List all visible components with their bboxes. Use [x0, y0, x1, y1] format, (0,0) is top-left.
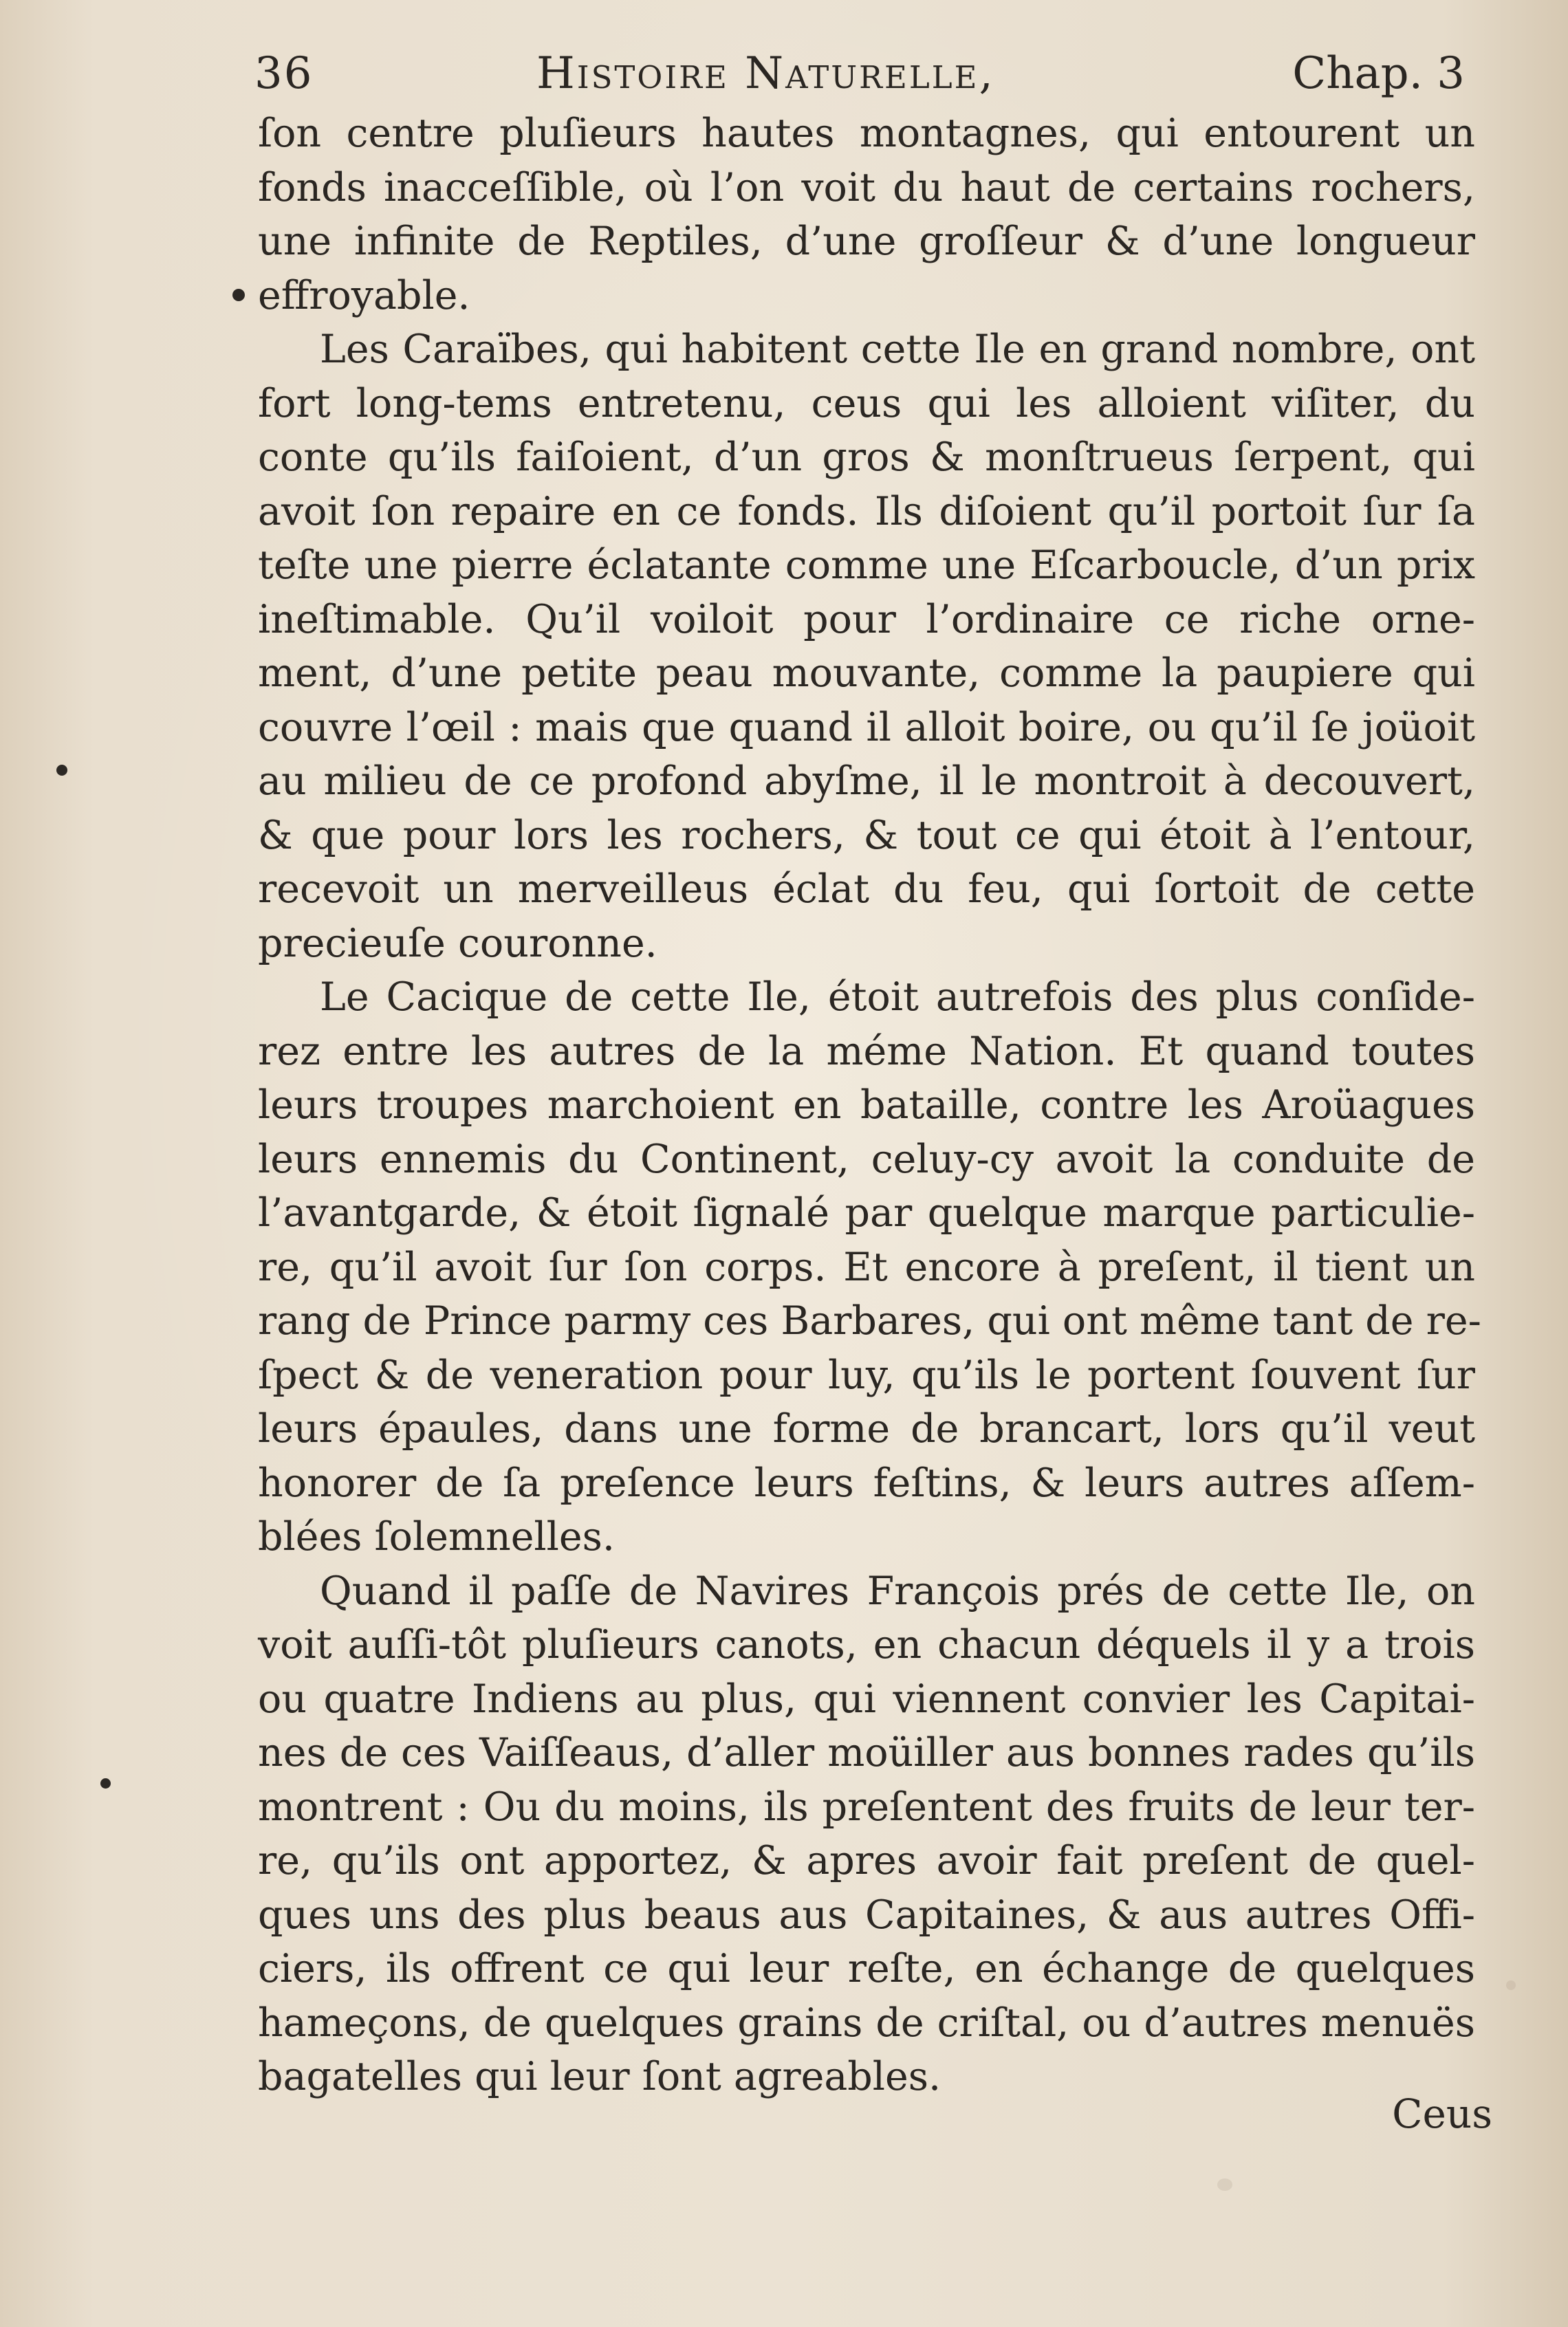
text-line: couvre l’œil : mais que quand il alloit boire, ou qu’il ſe joüoit — [258, 704, 1475, 750]
text-line: ment, d’une petite peau mouvante, comme la paupiere qui — [258, 651, 1475, 696]
text-line: ciers, ils offrent ce qui leur reſte, en échange de quelques — [258, 1946, 1475, 1991]
text-line: ques uns des plus beaus aus Capitaines, & aus autres Offi- — [258, 1892, 1475, 1938]
text-line: honorer de ſa preſence leurs feſtins, & leurs autres aſſem- — [258, 1460, 1475, 1506]
text-line: une infinite de Reptiles, d’une groſſeur & d’une longueur — [258, 219, 1475, 264]
text-line: bagatelles qui leur ſont agreables. — [258, 2054, 941, 2099]
text-line: voit auſſi-tôt pluſieurs canots, en chacun déquels il y a trois — [258, 1622, 1475, 1668]
text-line: re, qu’ils ont apportez, & apres avoir fait preſent de quel- — [258, 1838, 1475, 1883]
text-line: avoit ſon repaire en ce fonds. Ils diſoient qu’il portoit ſur ſa — [258, 488, 1475, 534]
page-number: 36 — [254, 48, 314, 99]
text-line: teſte une pierre éclatante comme une Eſcarboucle, d’un prix — [258, 543, 1475, 588]
text-line: effroyable. — [258, 272, 470, 318]
text-line: Le Cacique de cette Ile, étoit autrefois des plus conſide- — [320, 974, 1475, 1020]
text-line: re, qu’il avoit ſur ſon corps. Et encore à preſent, il tient un — [258, 1244, 1475, 1290]
ink-spot — [100, 1778, 111, 1789]
text-line: au milieu de ce profond abyſme, il le montroit à decouvert, — [258, 758, 1475, 804]
text-line: ſon centre pluſieurs hautes montagnes, qui entourent un — [258, 111, 1475, 156]
text-line: rang de Prince parmy ces Barbares, qui ont même tant de re- — [258, 1298, 1481, 1344]
text-line: Quand il paſſe de Navires François prés de cette Ile, on — [320, 1568, 1475, 1614]
text-line: fort long-tems entretenu, ceus qui les alloient viſiter, du — [258, 380, 1475, 426]
text-line: conte qu’ils faiſoient, d’un gros & monſtrueus ſerpent, qui — [258, 435, 1475, 480]
text-line: leurs troupes marchoient en bataille, contre les Aroüagues — [258, 1082, 1475, 1128]
text-line: ou quatre Indiens au plus, qui viennent convier les Capitai- — [258, 1676, 1475, 1722]
paper-blemish — [1217, 2178, 1232, 2191]
chapter-label: Chap. 3 — [1292, 48, 1465, 99]
catchword: Ceus — [1392, 2090, 1492, 2137]
book-title: Histoire Naturelle, — [536, 48, 995, 99]
text-line: l’avantgarde, & étoit ſignalé par quelque marque particulie- — [258, 1190, 1475, 1236]
running-head — [254, 48, 1465, 103]
ink-spot — [232, 289, 245, 301]
text-line: fonds inacceſſible, où l’on voit du haut de certains rochers, — [258, 164, 1475, 210]
body-text — [258, 107, 1481, 2104]
text-line: Les Caraïbes, qui habitent cette Ile en grand nombre, ont — [320, 327, 1475, 372]
text-line: & que pour lors les rochers, & tout ce qui étoit à l’entour, — [258, 812, 1475, 858]
ink-spot — [56, 765, 67, 776]
text-line: nes de ces Vaiſſeaus, d’aller moüiller aus bonnes rades qu’ils — [258, 1730, 1475, 1776]
text-line: ineſtimable. Qu’il voiloit pour l’ordinaire ce riche orne- — [258, 596, 1475, 642]
text-line: ſpect & de veneration pour luy, qu’ils le portent ſouvent ſur — [258, 1352, 1475, 1398]
text-line: leurs épaules, dans une forme de brancart, lors qu’il veut — [258, 1406, 1475, 1452]
text-line: recevoit un merveilleus éclat du feu, qui ſortoit de cette — [258, 866, 1475, 912]
paper-blemish — [1506, 1980, 1516, 1990]
text-line: precieuſe couronne. — [258, 920, 657, 966]
text-line: montrent : Ou du moins, ils preſentent des fruits de leur ter- — [258, 1784, 1475, 1830]
text-line: blées ſolemnelles. — [258, 1514, 615, 1560]
text-line: hameçons, de quelques grains de criſtal, ou d’autres menuës — [258, 2000, 1475, 2046]
text-line: rez entre les autres de la méme Nation. Et quand toutes — [258, 1028, 1475, 1074]
text-line: leurs ennemis du Continent, celuy-cy avoit la conduite de — [258, 1136, 1475, 1182]
